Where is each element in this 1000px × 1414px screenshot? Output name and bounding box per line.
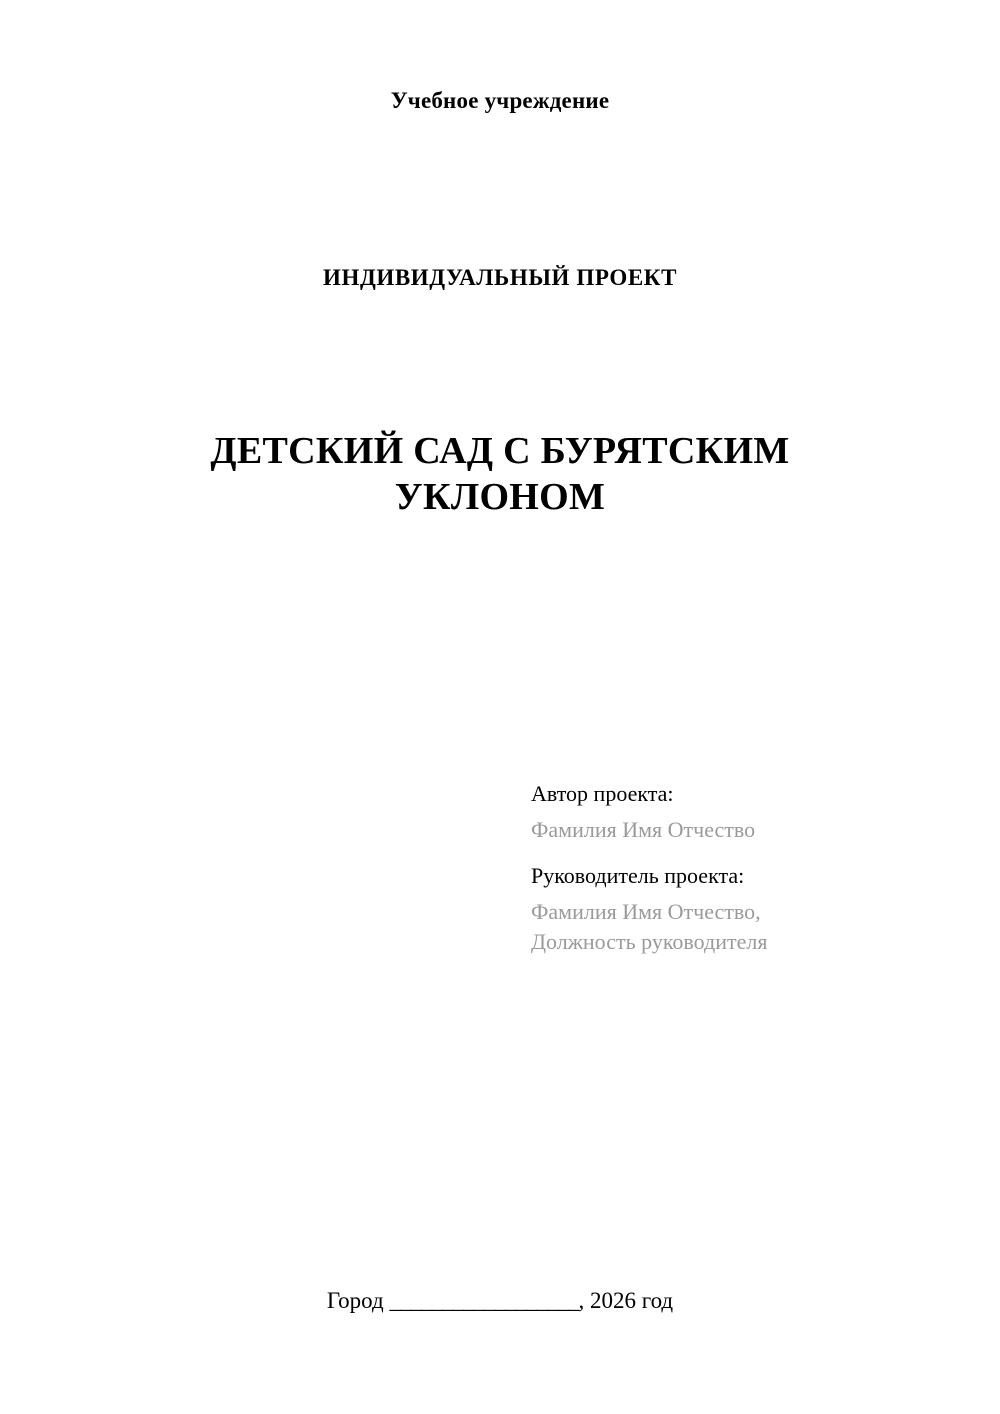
- supervisor-block: [531, 865, 951, 953]
- supervisor-label: Руководитель проекта:: [531, 863, 745, 888]
- footer-city-label: Город: [326, 1288, 384, 1313]
- institution-name: Учебное учреждение: [390, 88, 610, 113]
- credits-block: [531, 783, 951, 953]
- project-title-line-1: ДЕТСКИЙ САД С БУРЯТСКИМ: [210, 430, 790, 472]
- footer-city-blank[interactable]: __________________: [389, 1288, 579, 1313]
- document-type: ИНДИВИДУАЛЬНЫЙ ПРОЕКТ: [322, 265, 678, 290]
- author-value[interactable]: Фамилия Имя Отчество: [531, 817, 756, 842]
- supervisor-value-line-2[interactable]: Должность руководителя: [531, 929, 768, 954]
- footer-city-year: [0, 1288, 1000, 1314]
- author-label: Автор проекта:: [531, 781, 674, 806]
- project-title: [150, 428, 850, 521]
- author-block: [531, 783, 951, 841]
- footer-year: , 2026 год: [578, 1288, 674, 1313]
- project-title-line-2: УКЛОНОМ: [394, 476, 606, 519]
- supervisor-value-line-1[interactable]: Фамилия Имя Отчество,: [531, 899, 761, 924]
